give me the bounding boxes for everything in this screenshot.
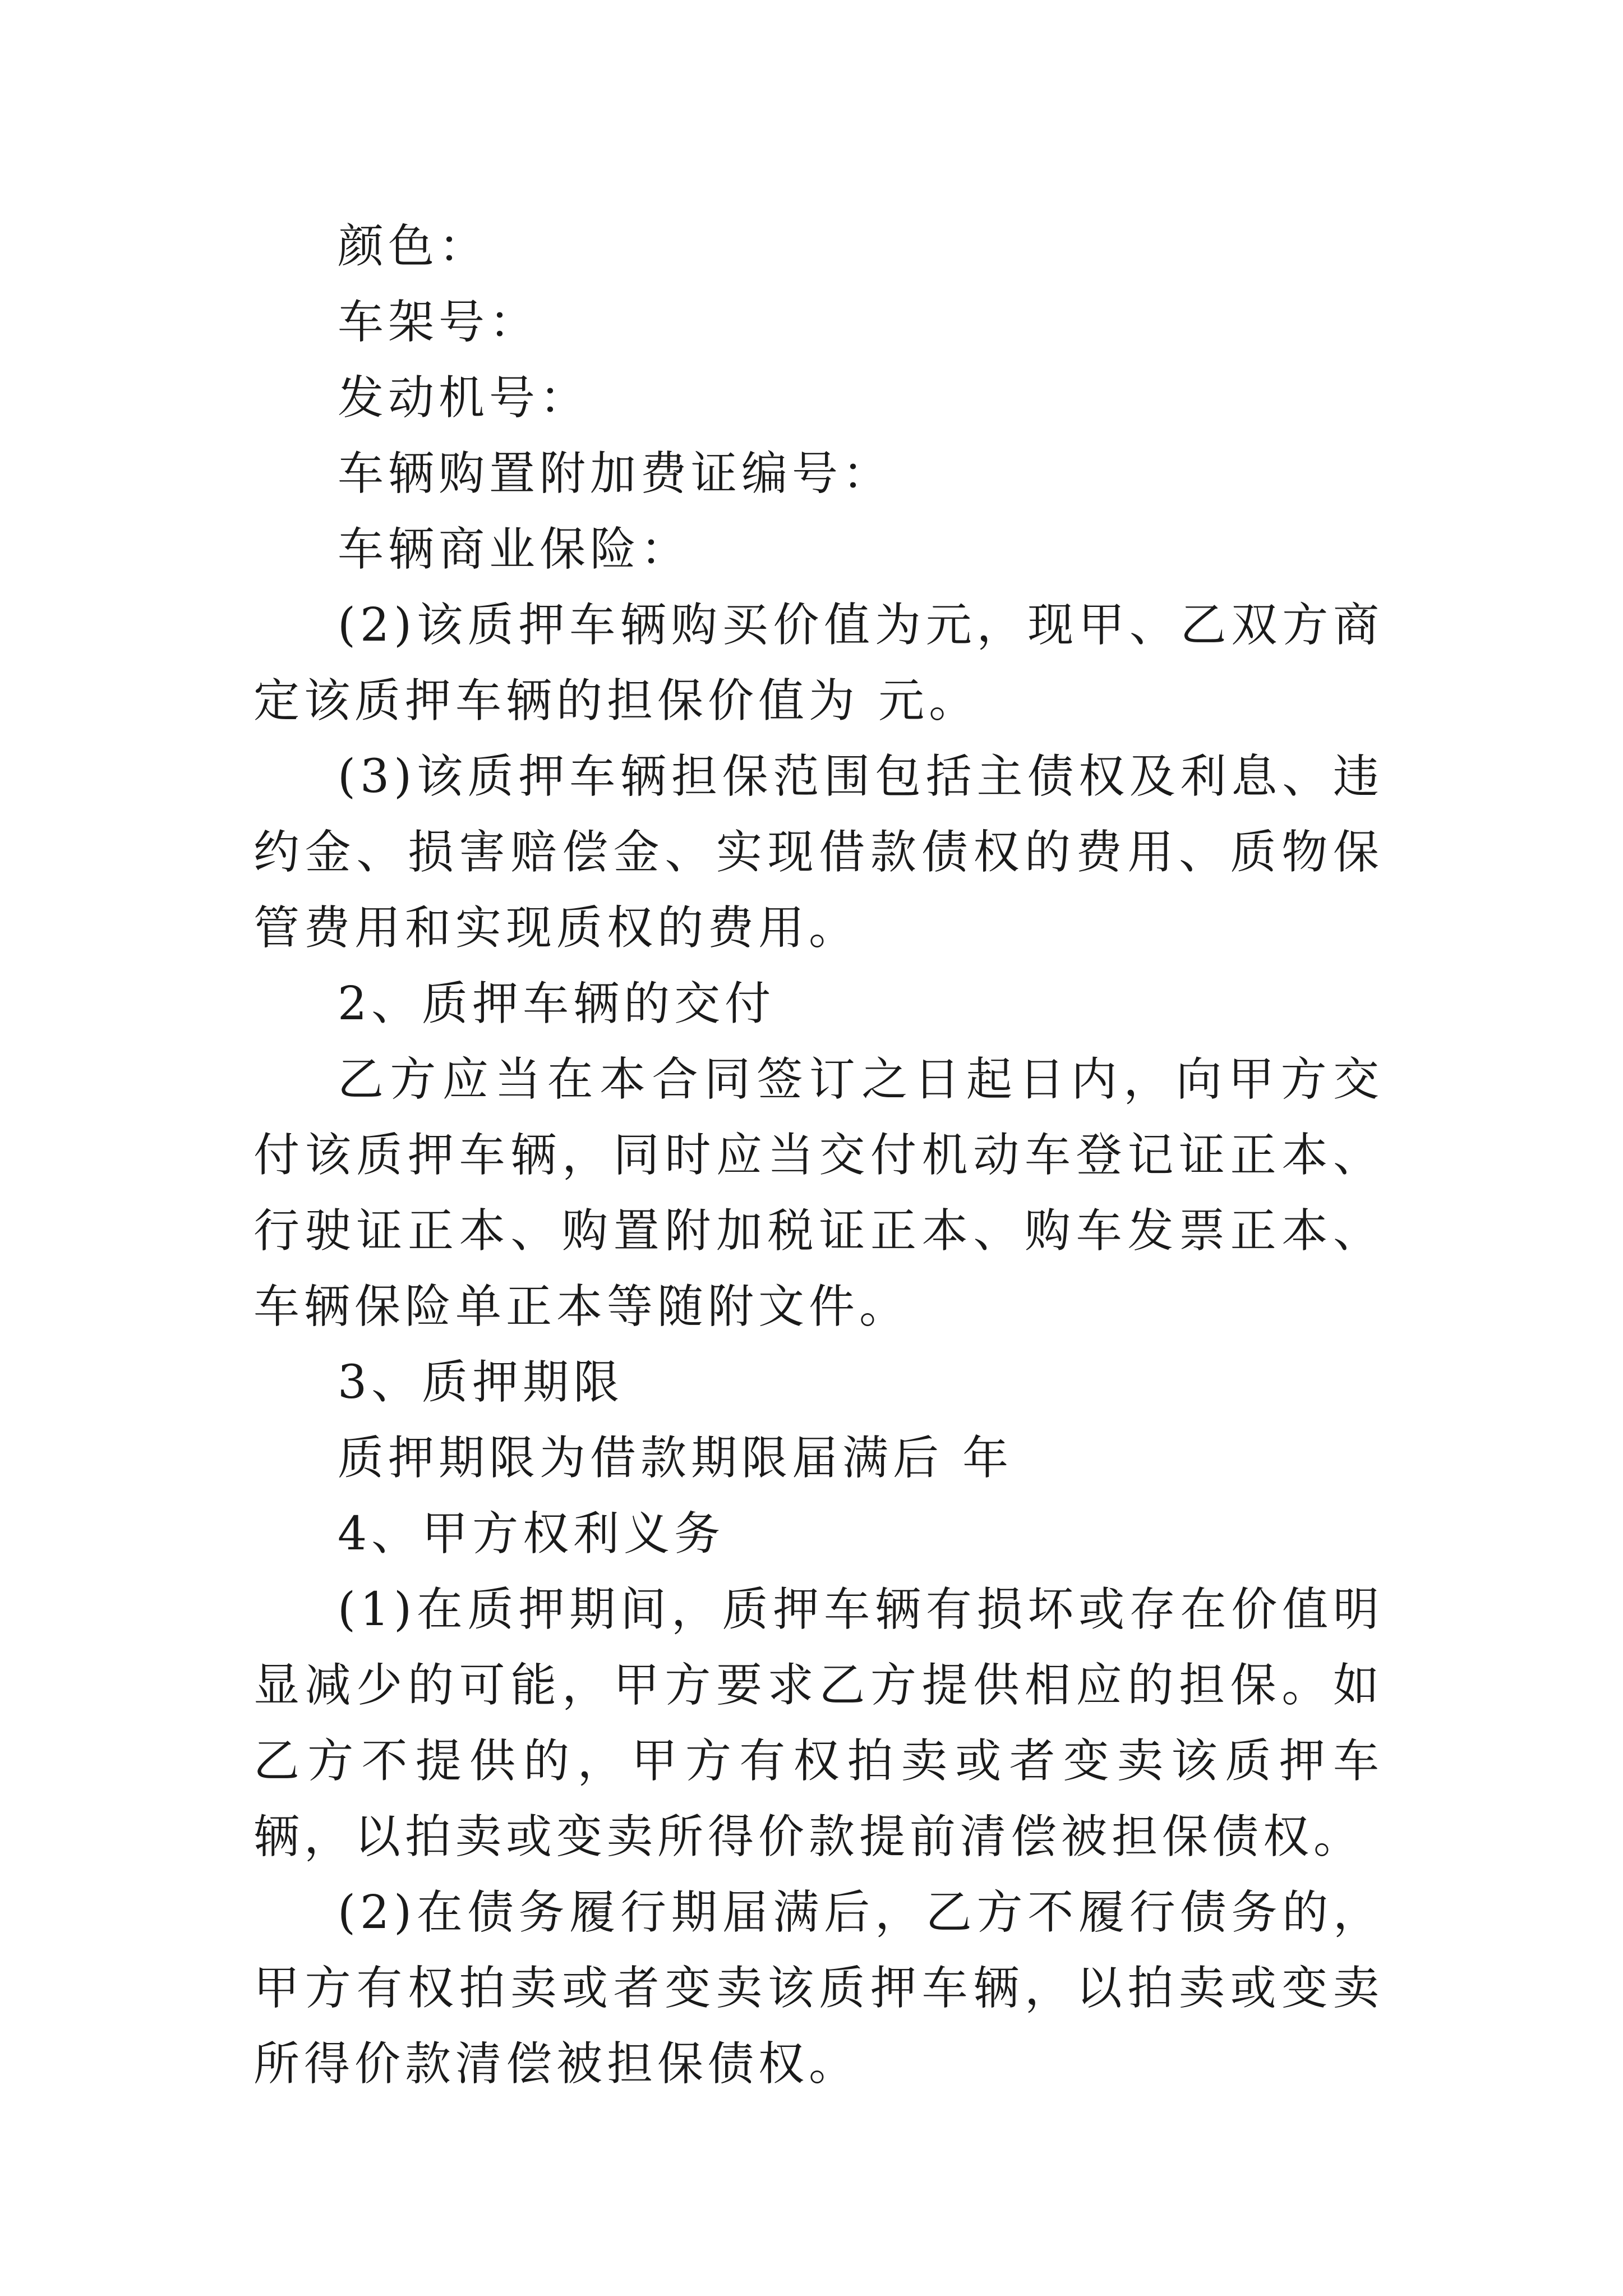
field-commercial-insurance: 车辆商业保险：: [338, 523, 691, 576]
field-color: 颜色：: [338, 220, 490, 273]
clause-3-body: 质押期限为借款期限届满后 年: [338, 1432, 1013, 1485]
field-purchase-tax-certificate: 车辆购置附加费证编号：: [338, 447, 893, 500]
clause-4-1: (1)在质押期间，质押车辆有损坏或存在价值明显减少的可能，甲方要求乙方提供相应的担保。如乙方不提供的，甲方有权拍卖或者变卖该质押车辆，以拍卖或变卖所得价款提前清偿被担保债权。: [253, 1583, 1384, 1864]
clause-2-body: 乙方应当在本合同签订之日起日内，向甲方交付该质押车辆，同时应当交付机动车登记证正本、行驶证正本、购置附加税证正本、购车发票正本、车辆保险单正本等随附文件。: [253, 1053, 1384, 1333]
section-heading-3: 3、质押期限: [338, 1356, 624, 1409]
section-heading-2: 2、质押车辆的交付: [338, 977, 776, 1030]
clause-1-2: (2)该质押车辆购买价值为元，现甲、乙双方商定该质押车辆的担保价值为 元。: [253, 599, 1384, 728]
section-heading-4: 4、甲方权利义务: [338, 1507, 725, 1561]
field-engine-number: 发动机号：: [338, 371, 591, 425]
clause-1-3: (3)该质押车辆担保范围包括主债权及利息、违约金、损害赔偿金、实现借款债权的费用、质物保管费用和实现质权的费用。: [253, 750, 1384, 955]
field-vin: 车架号：: [338, 296, 540, 349]
document-body: [253, 209, 1384, 2102]
clause-4-2: (2)在债务履行期届满后，乙方不履行债务的，甲方有权拍卖或者变卖该质押车辆，以拍卖或变卖所得价款清偿被担保债权。: [253, 1886, 1384, 2091]
